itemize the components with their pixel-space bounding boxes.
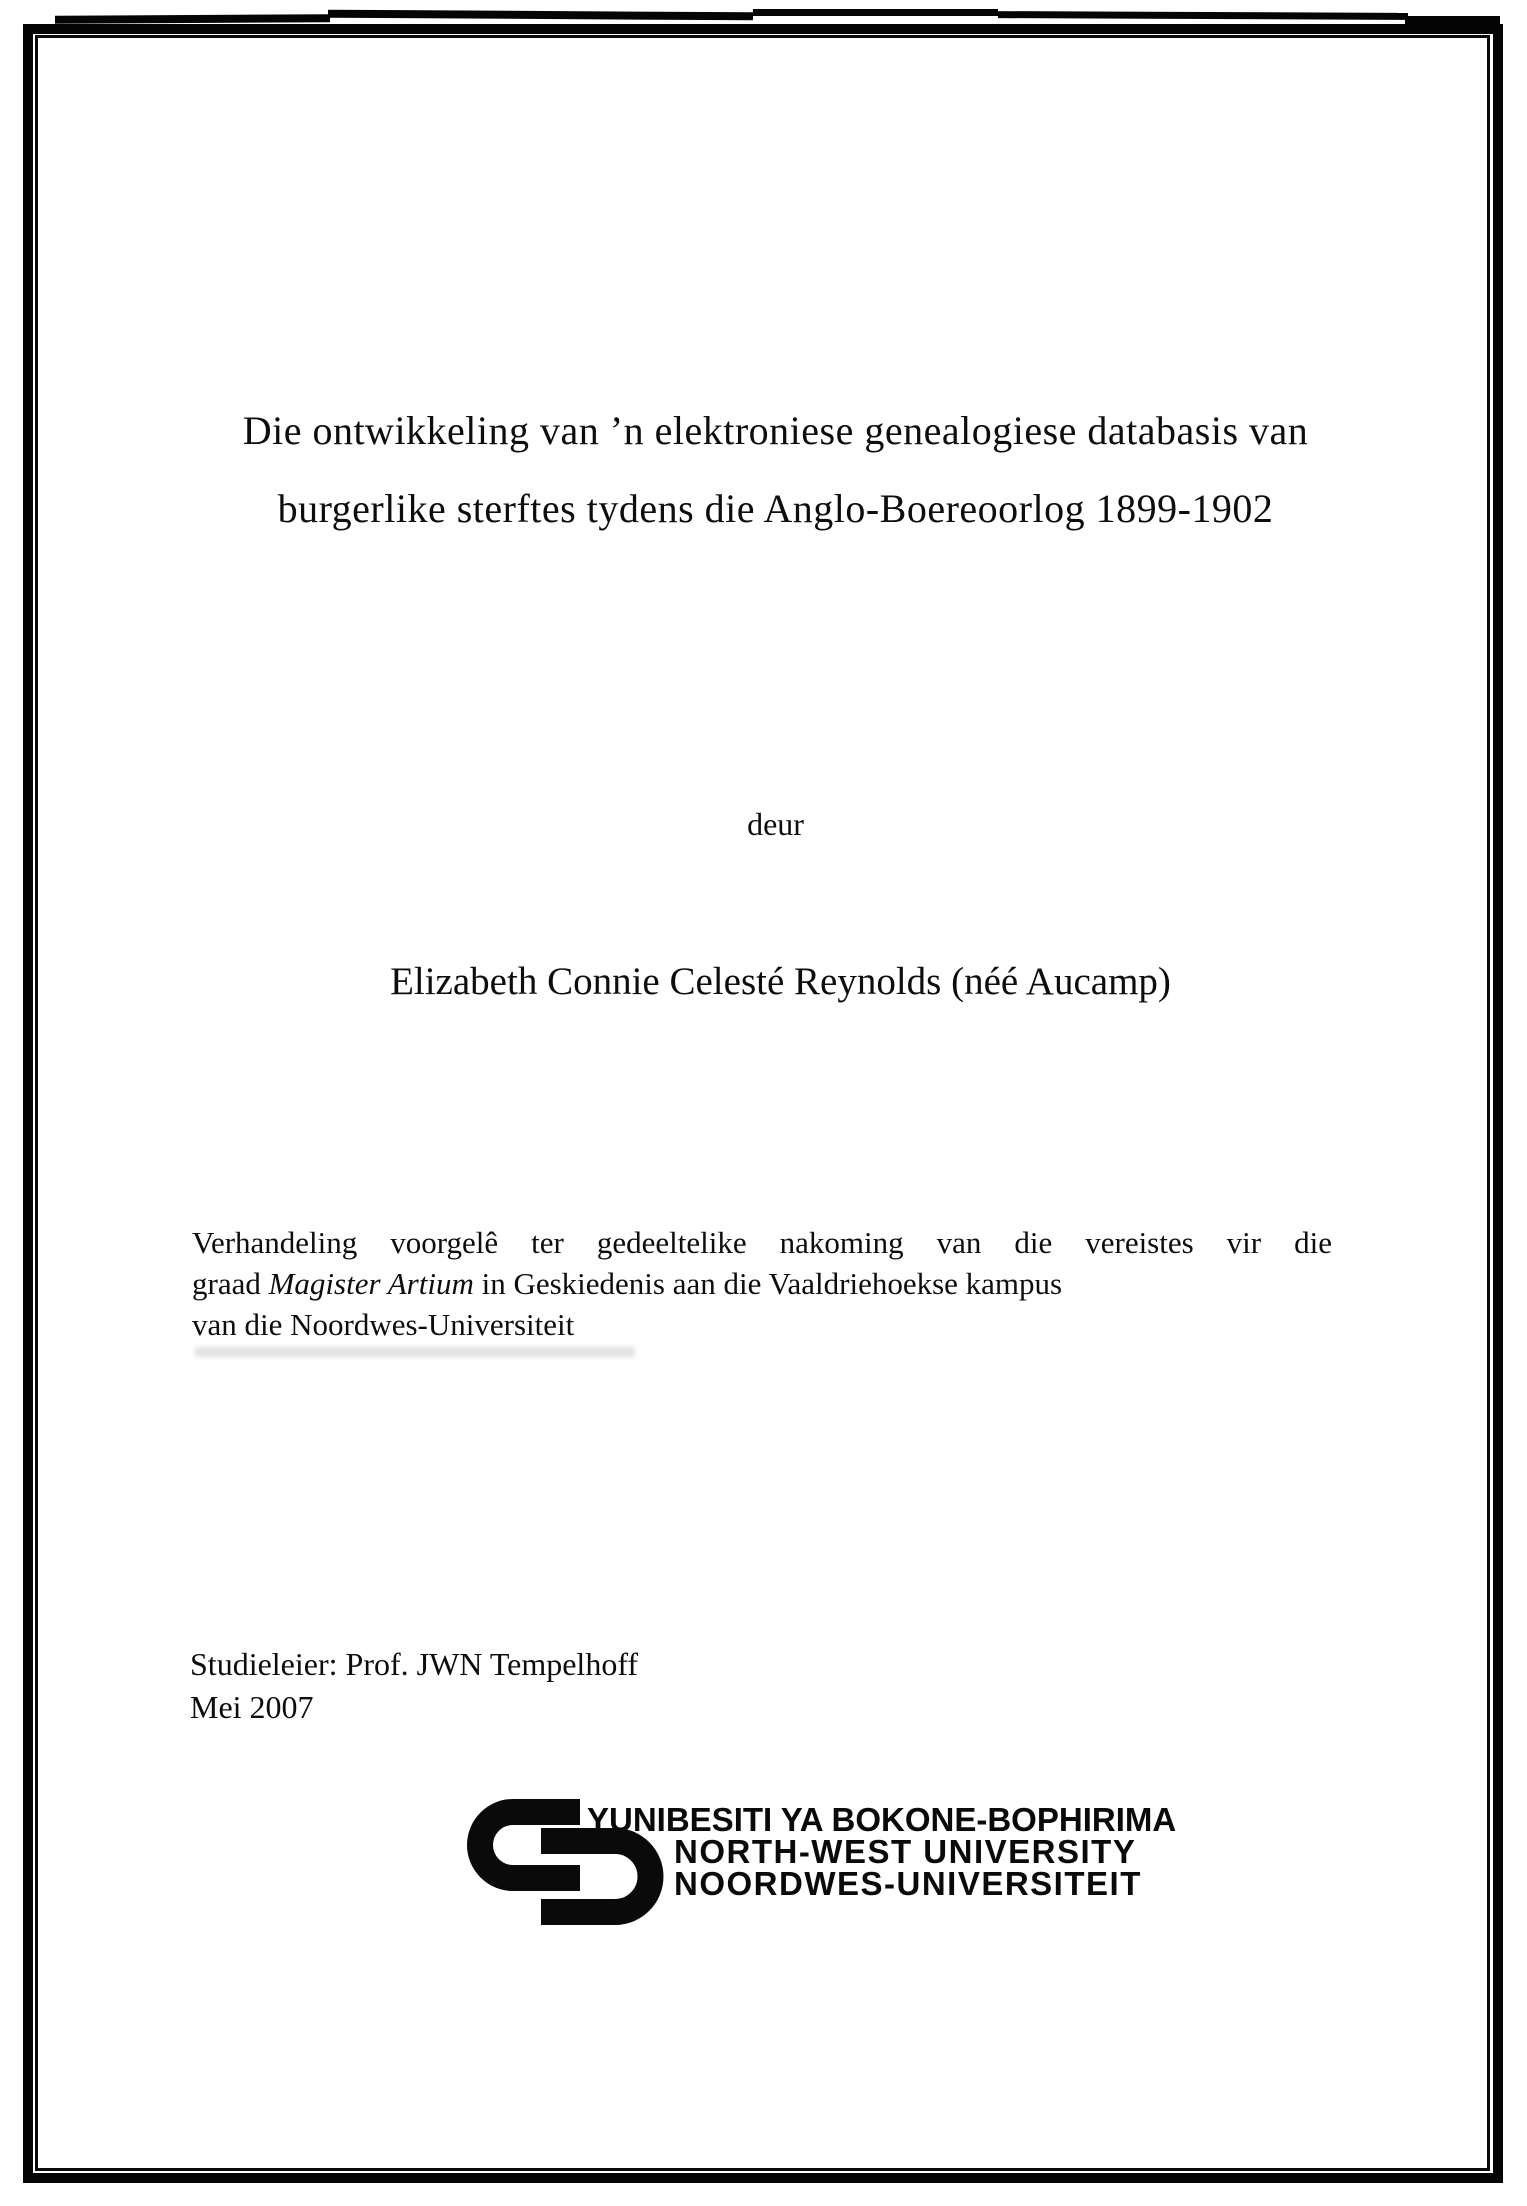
degree-declaration-paragraph — [192, 1222, 1332, 1345]
date-line: Mei 2007 — [190, 1689, 314, 1725]
declaration-line-3: van die Noordwes-Universiteit — [192, 1307, 575, 1342]
declaration-line-2 — [192, 1263, 1332, 1304]
scan-artifact — [328, 10, 753, 21]
scan-bleed-through — [195, 1347, 635, 1357]
thesis-title — [0, 392, 1527, 548]
supervisor-block — [190, 1643, 638, 1729]
author-name: Elizabeth Connie Celesté Reynolds (néé Aucamp) — [390, 960, 1171, 1003]
university-logo — [457, 1793, 1177, 1938]
declaration-line-2-post: in Geskiedenis aan die Vaaldriehoekse kampus — [473, 1266, 1063, 1301]
scan-artifact — [55, 14, 330, 23]
supervisor-line: Studieleier: Prof. JWN Tempelhoff — [190, 1646, 639, 1682]
logo-line-afrikaans: NOORDWES-UNIVERSITEIT — [674, 1865, 1142, 1902]
logo-line-setswana: YUNIBESITI YA BOKONE-BOPHIRIMA — [587, 1801, 1177, 1838]
degree-name-italic: Magister Artium — [268, 1266, 474, 1301]
scan-artifact — [998, 11, 1408, 20]
scan-artifact — [753, 9, 998, 16]
thesis-title-line-2: burgerlike sterftes tydens die Anglo-Boereoorlog 1899-1902 — [277, 486, 1274, 531]
declaration-line-2-pre: graad — [192, 1266, 269, 1301]
byline-deur-label: deur — [747, 806, 804, 842]
logo-line-english: NORTH-WEST UNIVERSITY — [674, 1833, 1137, 1870]
thesis-title-line-1: Die ontwikkeling van ’n elektroniese genealogiese databasis van — [242, 408, 1309, 453]
declaration-line-1: Verhandeling voorgelê ter gedeeltelike nakoming van die vereistes vir die — [192, 1225, 1332, 1260]
university-logo-wordmark — [587, 1801, 1177, 1902]
scan-artifact — [1405, 16, 1500, 24]
